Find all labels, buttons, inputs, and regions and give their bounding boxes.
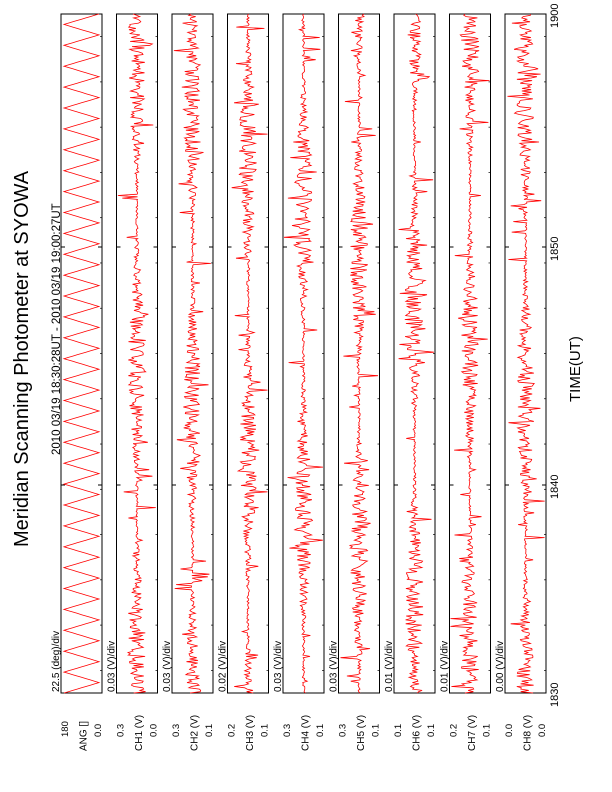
channel-label: CH1 (V) <box>133 714 145 751</box>
panel-frame <box>117 14 158 693</box>
channel-label: CH6 (V) <box>411 714 423 751</box>
y-tick-high: 180 <box>60 721 71 737</box>
trace-ch2 <box>174 14 211 693</box>
trace-ch1 <box>118 14 156 693</box>
y-tick-low: 0.1 <box>426 723 437 737</box>
scale-label: 0.03 (V)/div <box>162 640 173 692</box>
y-tick-high: 0.0 <box>504 723 515 737</box>
panel-frame <box>450 14 491 693</box>
panel-ch3 <box>218 14 271 751</box>
scale-label: 0.02 (V)/div <box>217 640 229 692</box>
trace-ch6 <box>399 14 434 693</box>
x-tick-label: 1840 <box>549 474 561 499</box>
panel-ch8 <box>495 14 548 751</box>
y-tick-low: 0.1 <box>259 723 271 737</box>
trace-ch8 <box>508 14 545 693</box>
panel-ch1 <box>107 14 160 751</box>
trace-ch7 <box>451 14 490 693</box>
panel-ch4 <box>273 14 326 751</box>
chart-title: Meridian Scanning Photometer at SYOWA <box>11 170 33 547</box>
y-tick-high: 0.3 <box>115 723 127 737</box>
y-tick-high: 0.2 <box>448 723 460 737</box>
panel-ch7 <box>440 14 493 751</box>
y-tick-high: 0.3 <box>282 723 293 737</box>
x-tick-labels <box>549 4 561 707</box>
trace-ch5 <box>341 14 379 693</box>
x-tick-label: 1850 <box>549 236 561 261</box>
x-tick-label: 1900 <box>549 3 561 28</box>
scale-label: 0.01 (V)/div <box>384 640 395 692</box>
channel-label: CH7 (V) <box>466 714 478 751</box>
panels-group <box>51 14 548 751</box>
y-tick-high: 0.2 <box>226 723 238 737</box>
panel-ch2 <box>162 14 215 751</box>
time-range-label: 2010 03/19 18:30:28UT - 2010 03/19 19:00:27UT <box>51 203 63 455</box>
y-tick-low: 0.0 <box>148 723 160 737</box>
scale-label: 22.5 (deg)/div <box>51 630 62 692</box>
scale-label: 0.00 (V)/div <box>495 640 506 692</box>
trace-ch3 <box>232 14 268 693</box>
trace-ang <box>64 14 99 693</box>
y-tick-low: 0.1 <box>204 723 215 737</box>
y-tick-low: 0.1 <box>481 723 493 737</box>
channel-label: CH3 (V) <box>244 714 256 751</box>
y-tick-high: 0.3 <box>171 723 182 737</box>
panel-ch6 <box>384 14 437 751</box>
x-tick-label: 1830 <box>549 682 561 707</box>
channel-label: CH4 (V) <box>300 714 312 751</box>
y-tick-high: 0.3 <box>337 723 349 737</box>
y-tick-low: 0.1 <box>315 723 326 737</box>
x-axis-label: TIME(UT) <box>567 336 584 402</box>
y-tick-high: 0.1 <box>393 723 404 737</box>
y-tick-low: 0.0 <box>537 723 548 737</box>
scale-label: 0.03 (V)/div <box>106 640 118 692</box>
scale-label: 0.03 (V)/div <box>328 640 340 692</box>
panel-frame <box>339 14 380 693</box>
panel-frame <box>394 14 435 693</box>
channel-label: CH8 (V) <box>522 714 534 751</box>
y-tick-low: 0.1 <box>370 723 382 737</box>
channel-label: ANG [] <box>78 720 90 751</box>
scale-label: 0.01 (V)/div <box>439 640 451 692</box>
trace-ch4 <box>284 14 323 693</box>
channel-label: CH2 (V) <box>189 714 201 751</box>
scale-label: 0.03 (V)/div <box>273 640 284 692</box>
y-tick-low: 0.0 <box>93 723 104 737</box>
channel-label: CH5 (V) <box>355 714 367 751</box>
panel-ch5 <box>329 14 382 751</box>
